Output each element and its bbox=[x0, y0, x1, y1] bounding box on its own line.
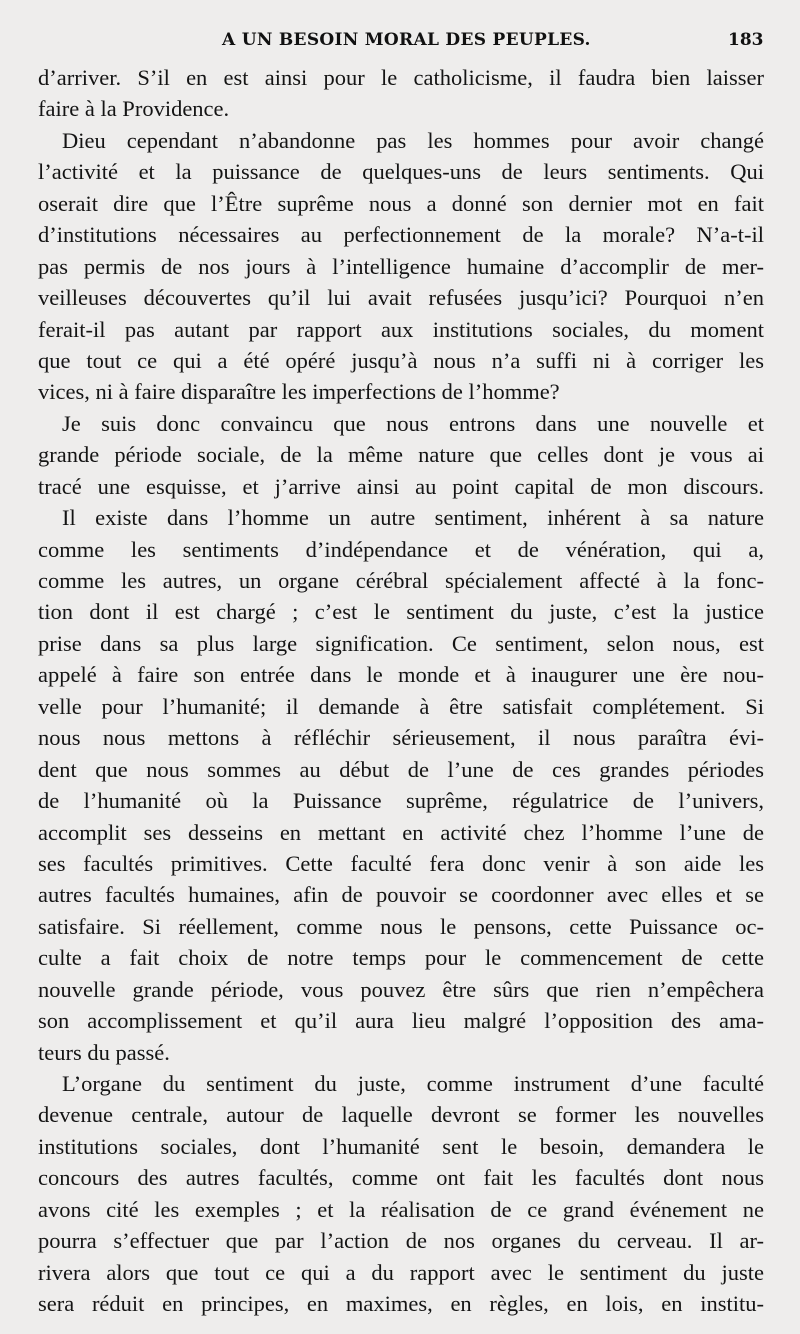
text-line: rivera alors que tout ce qui a du rapport avec le sentiment du juste bbox=[38, 1259, 764, 1285]
text-line: grande période sociale, de la même nature que celles dont je vous ai bbox=[38, 442, 764, 468]
text-line: comme les autres, un organe cérébral spécialement affecté à la fonc- bbox=[38, 568, 764, 593]
text-line: Dieu cependant n’abandonne pas les hommes pour avoir changé bbox=[62, 127, 764, 153]
text-line: ferait-il pas autant par rapport aux institutions sociales, du moment bbox=[38, 316, 764, 342]
text-line: tion dont il est chargé ; c’est le sentiment du juste, c’est la justice bbox=[38, 599, 764, 625]
body-text bbox=[38, 62, 764, 1320]
text-line: ses facultés primitives. Cette faculté fera donc venir à son aide les bbox=[38, 850, 764, 876]
text-line: nous nous mettons à réfléchir sérieusement, il nous paraîtra évi- bbox=[38, 725, 764, 751]
text-line: tracé une esquisse, et j’arrive ainsi au point capital de mon discours. bbox=[38, 473, 764, 499]
text-line: l’activité et la puissance de quelques-uns de leurs sentiments. Qui bbox=[38, 159, 764, 185]
text-line: son accomplissement et qu’il aura lieu malgré l’opposition des ama- bbox=[38, 1008, 764, 1034]
running-title: A UN BESOIN MORAL DES PEUPLES. bbox=[222, 30, 591, 50]
page-number: 183 bbox=[728, 30, 764, 50]
text-line: comme les sentiments d’indépendance et de vénération, qui a, bbox=[38, 536, 764, 562]
text-line: culte a fait choix de notre temps pour le commencement de cette bbox=[38, 945, 764, 971]
text-line: L’organe du sentiment du juste, comme instrument d’une faculté bbox=[62, 1071, 764, 1096]
text-line: institutions sociales, dont l’humanité sent le besoin, demandera le bbox=[38, 1133, 764, 1159]
text-line: nouvelle grande période, vous pouvez être sûrs que rien n’empêchera bbox=[38, 976, 764, 1002]
text-line: pas permis de nos jours à l’intelligence humaine d’accomplir de mer- bbox=[38, 253, 764, 279]
text-line: veilleuses découvertes qu’il lui avait refusées jusqu’ici? Pourquoi n’en bbox=[38, 285, 764, 311]
text-line: appelé à faire son entrée dans le monde et à inaugurer une ère nou- bbox=[38, 662, 764, 688]
text-line: vices, ni à faire disparaître les imperfections de l’homme? bbox=[38, 379, 560, 405]
text-line: dent que nous sommes au début de l’une de ces grandes périodes bbox=[38, 756, 764, 782]
text-line: Je suis donc convaincu que nous entrons dans une nouvelle et bbox=[62, 410, 764, 436]
text-line: devenue centrale, autour de laquelle devront se former les nouvelles bbox=[38, 1102, 764, 1128]
running-head bbox=[0, 30, 800, 60]
text-line: sera réduit en principes, en maximes, en règles, en lois, en institu- bbox=[38, 1291, 764, 1317]
text-line: avons cité les exemples ; et la réalisation de ce grand événement ne bbox=[38, 1196, 764, 1222]
text-line: concours des autres facultés, comme ont fait les facultés dont nous bbox=[38, 1165, 764, 1191]
text-line: oserait dire que l’Être suprême nous a donné son dernier mot en fait bbox=[38, 190, 764, 216]
text-line: pourra s’effectuer que par l’action de nos organes du cerveau. Il ar- bbox=[38, 1228, 764, 1254]
text-line: accomplit ses desseins en mettant en activité chez l’homme l’une de bbox=[38, 819, 764, 845]
text-line: Il existe dans l’homme un autre sentiment, inhérent à sa nature bbox=[62, 505, 764, 531]
text-line: teurs du passé. bbox=[38, 1039, 170, 1065]
text-line: satisfaire. Si réellement, comme nous le pensons, cette Puissance oc- bbox=[38, 913, 764, 939]
text-line: d’arriver. S’il en est ainsi pour le catholicisme, il faudra bien laisser bbox=[38, 65, 764, 90]
text-line: que tout ce qui a été opéré jusqu’à nous n’a suffi ni à corriger les bbox=[38, 347, 764, 373]
text-line: d’institutions nécessaires au perfectionnement de la morale? N’a-t-il bbox=[38, 222, 764, 248]
text-line: de l’humanité où la Puissance suprême, régulatrice de l’univers, bbox=[38, 788, 764, 814]
text-line: faire à la Providence. bbox=[38, 96, 230, 122]
text-line: prise dans sa plus large signification. Ce sentiment, selon nous, est bbox=[38, 630, 764, 656]
text-line: autres facultés humaines, afin de pouvoir se coordonner avec elles et se bbox=[38, 882, 764, 908]
text-line: velle pour l’humanité; il demande à être satisfait complétement. Si bbox=[38, 693, 764, 719]
